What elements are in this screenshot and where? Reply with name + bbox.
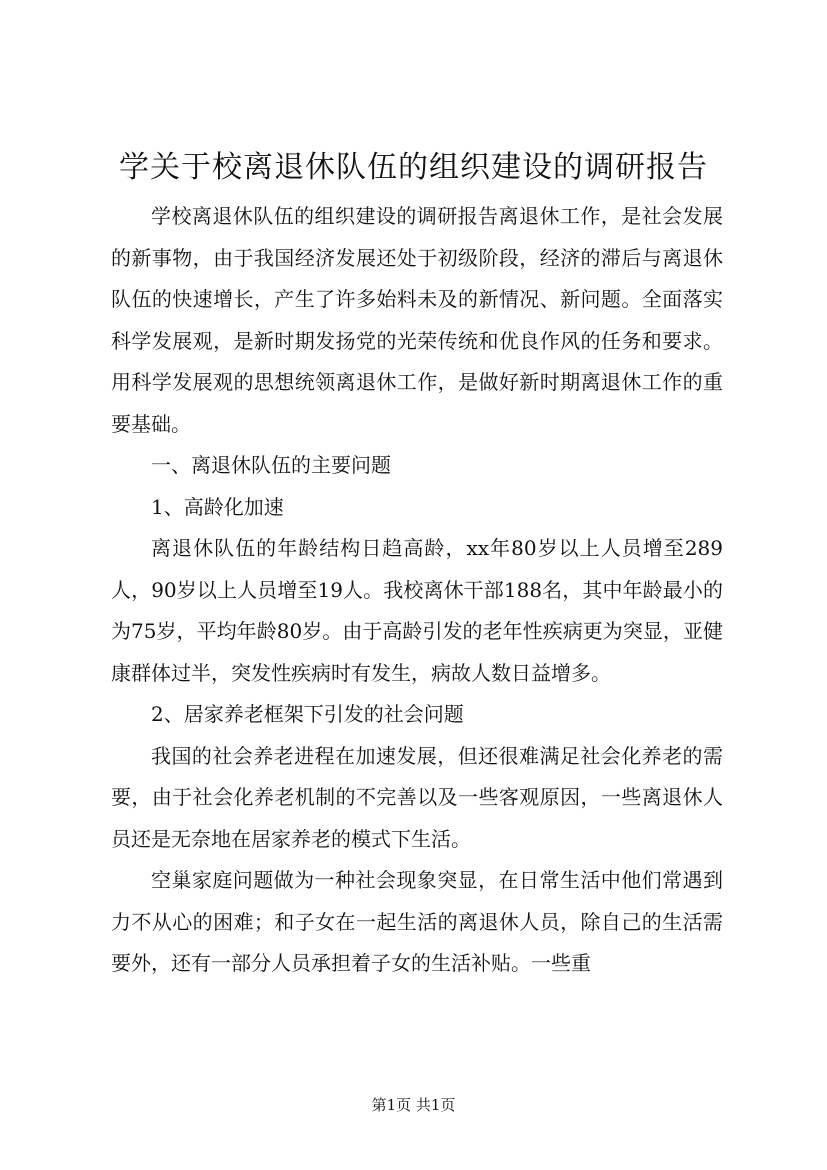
subsection-heading-2: 2、居家养老框架下引发的社会问题: [151, 702, 464, 726]
section-heading-1: 一、离退休队伍的主要问题: [151, 453, 391, 477]
document-body: [111, 196, 723, 985]
page-footer: 第1页 共1页: [371, 1096, 456, 1114]
paragraph-empty-nest: 空巢家庭问题做为一种社会现象突显，在日常生活中他们常遇到力不从心的困难；和子女在一起生活的离退休人员，除自己的生活需要外，还有一部分人员承担着子女的生活补贴。一些重: [111, 868, 723, 975]
paragraph-aging: 离退休队伍的年龄结构日趋高龄，xx年80岁以上人员增至289人，90岁以上人员增至19人。我校离休干部188名，其中年龄最小的为75岁，平均年龄80岁。由于高龄引发的老年性疾病更为突显，亚健康群体过半，突发性疾病时有发生，病故人数日益增多。: [111, 536, 723, 685]
paragraph-intro: 学校离退休队伍的组织建设的调研报告离退休工作，是社会发展的新事物，由于我国经济发展还处于初级阶段，经济的滞后与离退休队伍的快速增长，产生了许多始料未及的新情况、新问题。全面落实科学发展观，是新时期发扬党的光荣传统和优良作风的任务和要求。用科学发展观的思想统领离退休工作，是做好新时期离退休工作的重要基础。: [111, 204, 723, 436]
paragraph-home-care: 我国的社会养老进程在加速发展，但还很难满足社会化养老的需要，由于社会化养老机制的不完善以及一些客观原因，一些离退休人员还是无奈地在居家养老的模式下生活。: [111, 743, 723, 851]
document-title: 学关于校离退休队伍的组织建设的调研报告: [119, 150, 708, 185]
subsection-heading-1: 1、高龄化加速: [151, 494, 284, 519]
